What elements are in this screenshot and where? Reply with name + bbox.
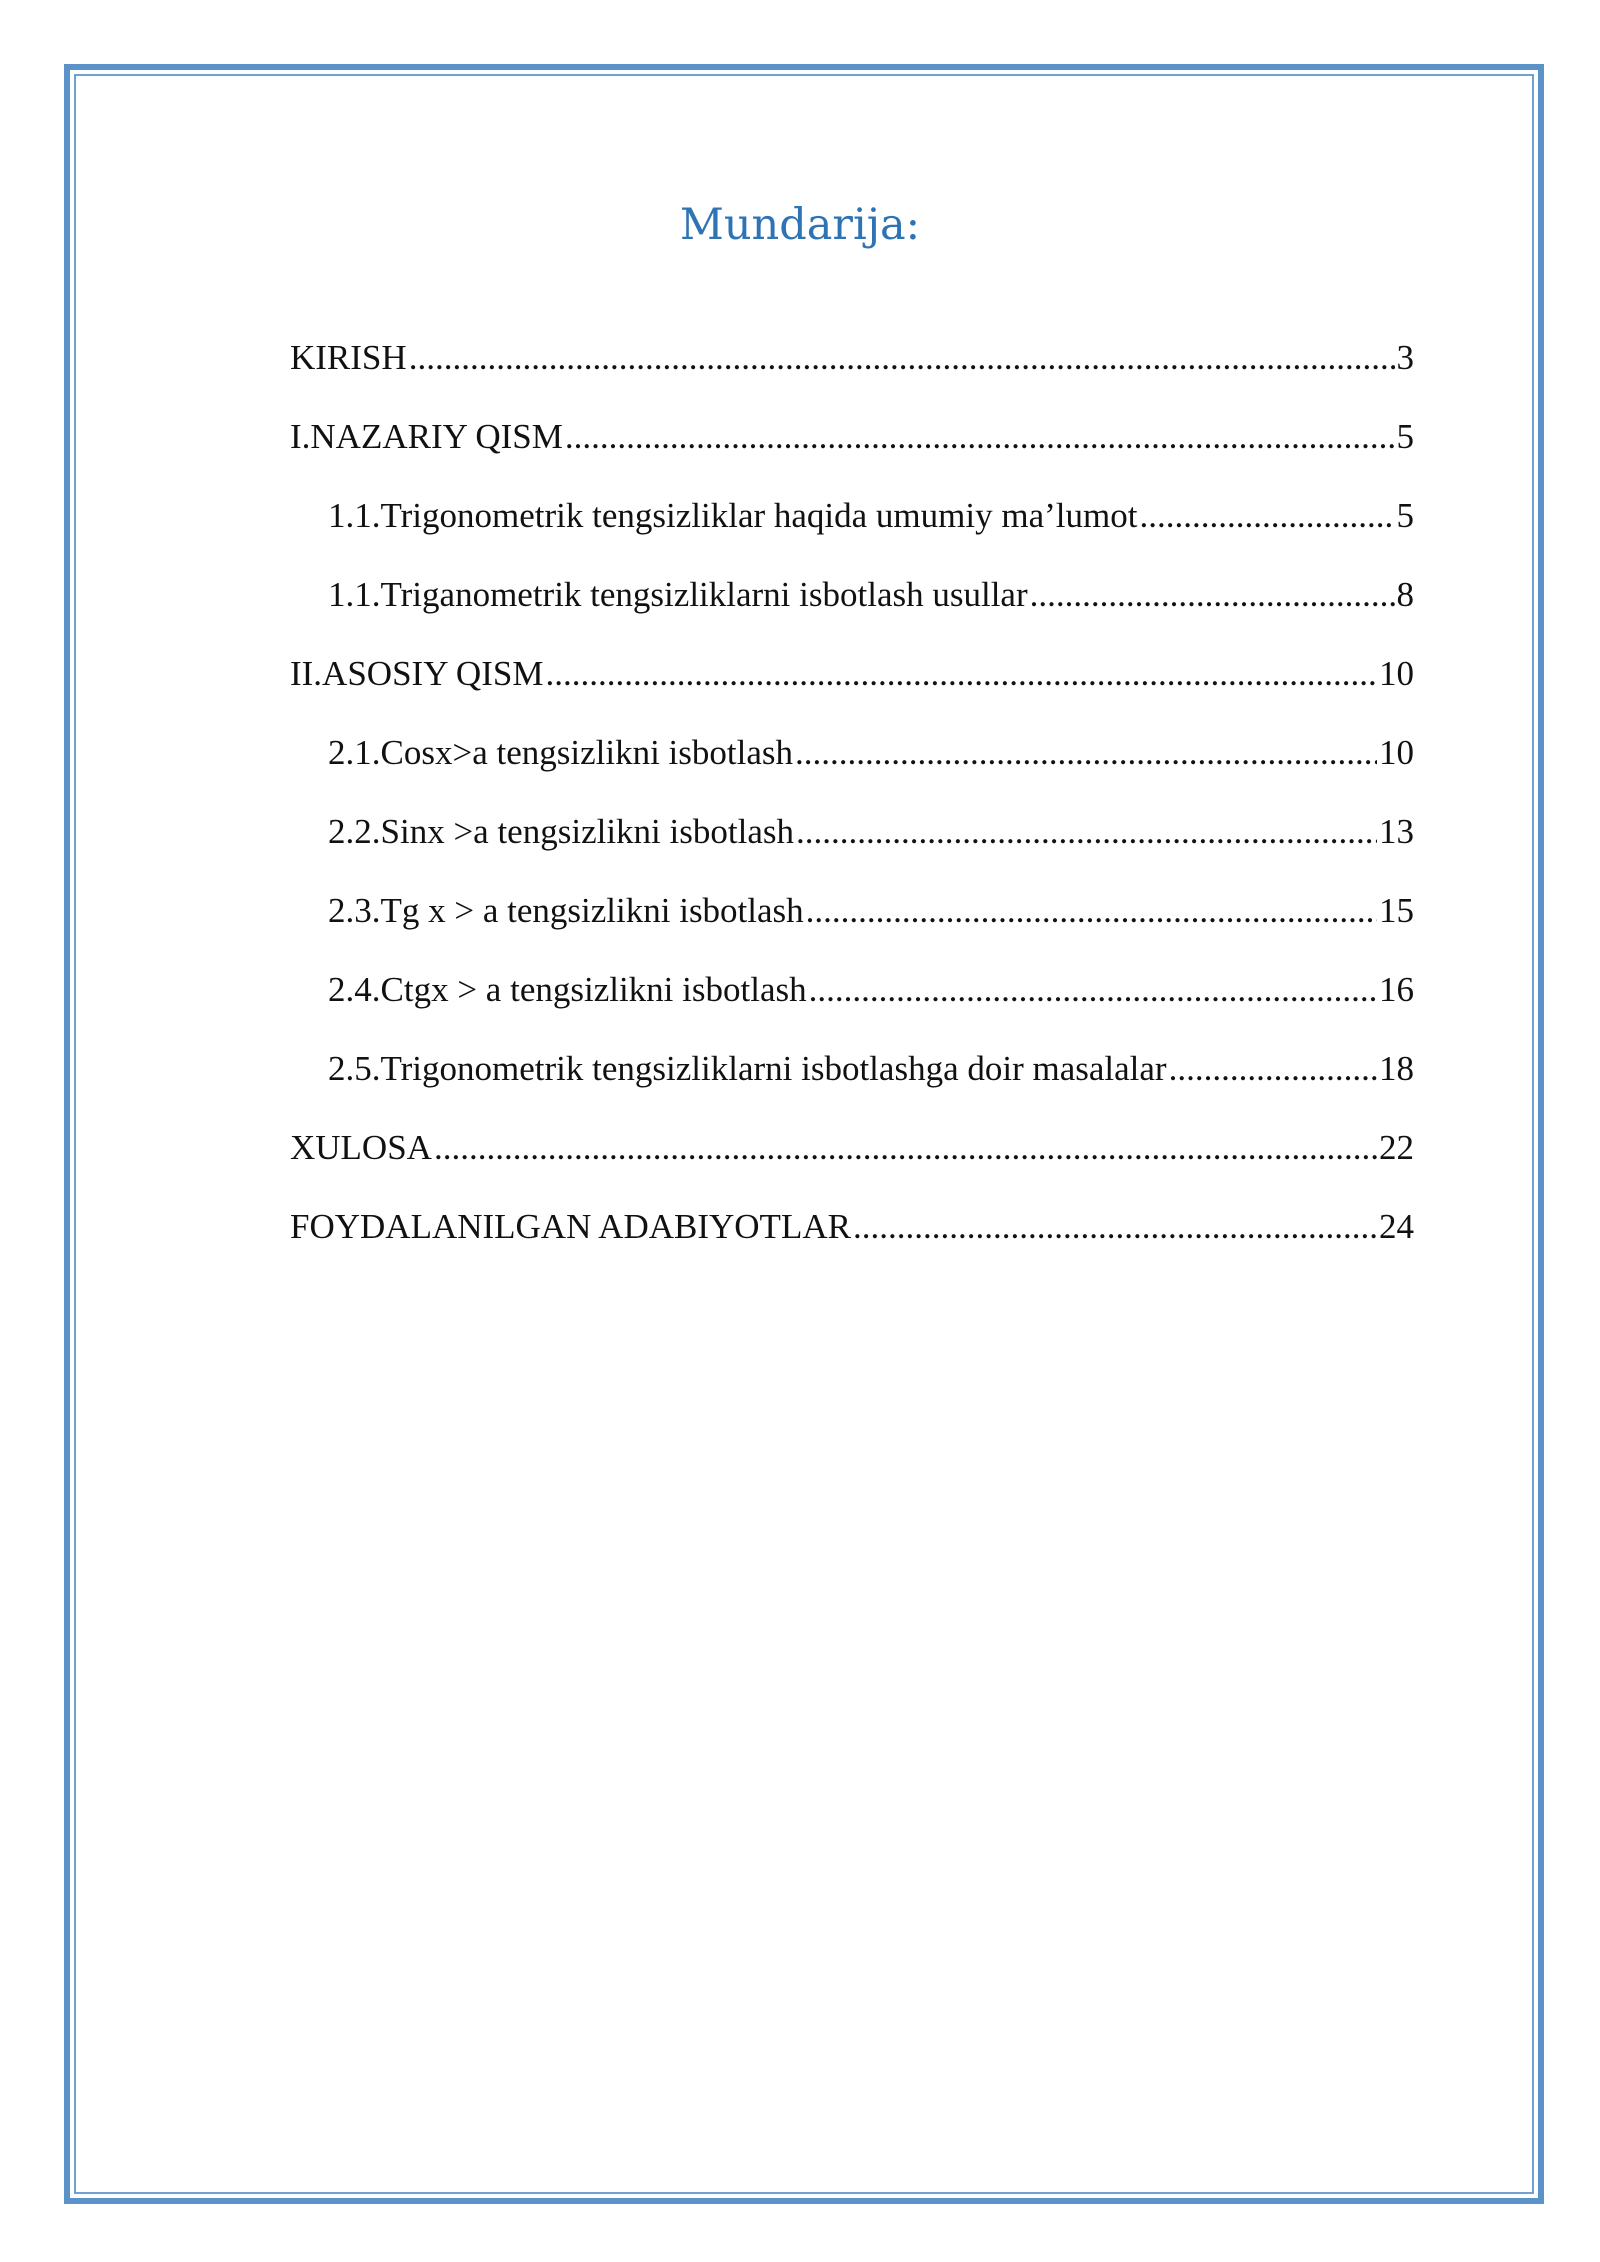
toc-page-number: 18 [1379, 1049, 1414, 1088]
toc-entry-nazariy-qism[interactable] [290, 417, 1414, 496]
toc-page-number: 24 [1379, 1207, 1414, 1246]
toc-entry-kirish[interactable] [290, 338, 1414, 417]
toc-page-number: 10 [1379, 733, 1414, 772]
toc-entry-text: 2.1.Cosx>a tengsizlikni isbotlash [328, 733, 793, 772]
toc-entry-text: II.ASOSIY QISM [290, 654, 544, 693]
toc-entry-text: 2.5.Trigonometrik tengsizliklarni isbotlashga doir masalalar [328, 1049, 1167, 1088]
toc-page-number: 15 [1379, 891, 1414, 930]
toc-page-number: 22 [1379, 1128, 1414, 1167]
toc-entry-text: KIRISH [290, 338, 407, 377]
toc-dot-leader [795, 733, 1377, 773]
toc-entry-text: I.NAZARIY QISM [290, 417, 563, 456]
toc-entry-text: XULOSA [290, 1128, 432, 1167]
toc-entry-2-2-sinx[interactable] [290, 812, 1414, 891]
toc-entry-2-3-tgx[interactable] [290, 891, 1414, 970]
toc-entry-1-1-usullar[interactable] [290, 575, 1414, 654]
toc-page-number: 13 [1379, 812, 1414, 851]
toc-dot-leader [853, 1207, 1377, 1247]
toc-entry-text: 1.1.Trigonometrik tengsizliklar haqida umumiy ma’lumot [328, 496, 1138, 535]
toc-dot-leader [434, 1128, 1377, 1168]
toc-entry-text: 2.2.Sinx >a tengsizlikni isbotlash [328, 812, 794, 851]
toc-dot-leader [806, 891, 1377, 931]
toc-entry-2-5-masalalar[interactable] [290, 1049, 1414, 1128]
toc-dot-leader [1139, 496, 1394, 536]
toc-page-number: 3 [1396, 338, 1414, 377]
toc-dot-leader [409, 338, 1395, 378]
toc-entry-asosiy-qism[interactable] [290, 654, 1414, 733]
toc-page-number: 16 [1379, 970, 1414, 1009]
toc-page-number: 8 [1396, 575, 1414, 614]
toc-dot-leader [1169, 1049, 1377, 1089]
toc-dot-leader [565, 417, 1395, 457]
toc-entry-adabiyotlar[interactable] [290, 1207, 1414, 1286]
toc-entry-text: 2.3.Tg x > a tengsizlikni isbotlash [328, 891, 804, 930]
toc-entry-text: 1.1.Triganometrik tengsizliklarni isbotlash usullar [328, 575, 1028, 614]
table-of-contents [290, 338, 1414, 1286]
page-title: Mundarija: [679, 200, 921, 250]
toc-entry-2-4-ctgx[interactable] [290, 970, 1414, 1049]
toc-page-number: 5 [1396, 496, 1414, 535]
toc-page-number: 5 [1396, 417, 1414, 456]
toc-entry-text: FOYDALANILGAN ADABIYOTLAR [290, 1207, 851, 1246]
toc-page-number: 10 [1379, 654, 1414, 693]
toc-entry-text: 2.4.Ctgx > a tengsizlikni isbotlash [328, 970, 807, 1009]
toc-entry-2-1-cosx[interactable] [290, 733, 1414, 812]
toc-dot-leader [545, 654, 1377, 694]
toc-entry-xulosa[interactable] [290, 1128, 1414, 1207]
toc-entry-1-1-umumiy[interactable] [290, 496, 1414, 575]
toc-dot-leader [796, 812, 1377, 852]
toc-dot-leader [1030, 575, 1395, 615]
toc-dot-leader [809, 970, 1377, 1010]
